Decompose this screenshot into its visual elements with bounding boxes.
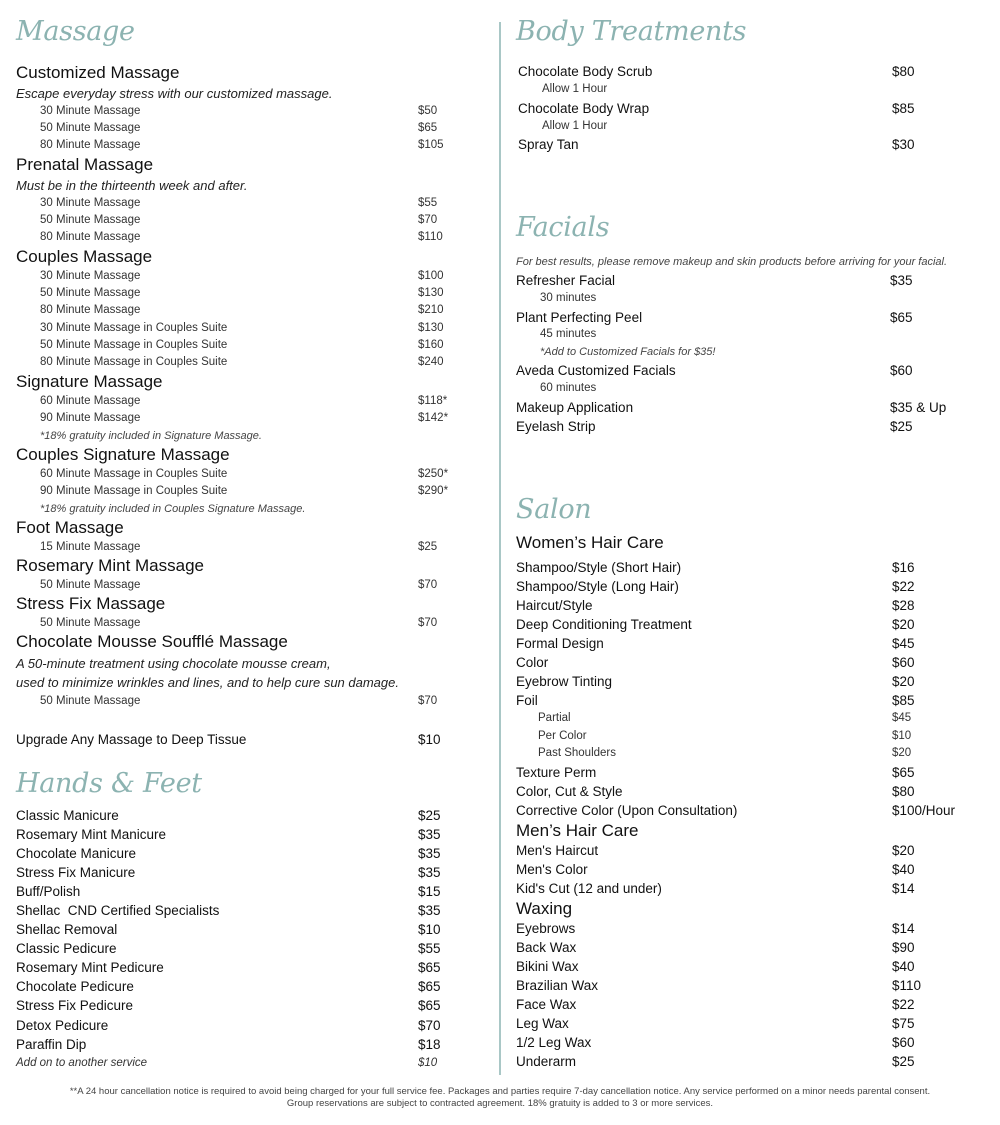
prenatal-massage-title: Prenatal Massage (16, 155, 154, 174)
prenatal-massage-desc: Must be in the thirteenth week and after. (16, 178, 248, 193)
column-divider (499, 22, 501, 1075)
chocolate-mousse-massage-title: Chocolate Mousse Soufflé Massage (16, 632, 288, 651)
massage-heading: Massage (16, 16, 135, 47)
rosemary-mint-massage-title: Rosemary Mint Massage (16, 556, 205, 575)
signature-gratuity-note: *18% gratuity included in Signature Massage. (40, 430, 262, 442)
facials-heading: Facials (516, 212, 610, 243)
signature-massage-title: Signature Massage (16, 372, 163, 391)
chocolate-mousse-desc-2: used to minimize wrinkles and lines, and to help cure sun damage. (16, 675, 399, 690)
waxing-title: Waxing (516, 899, 573, 918)
chocolate-mousse-desc-1: A 50-minute treatment using chocolate mousse cream, (16, 656, 331, 671)
customized-massage-desc: Escape everyday stress with our customized massage. (16, 86, 333, 101)
footer-line-2: Group reservations are subject to contracted agreement. 18% gratuity is added to 3 or more services. (286, 1098, 714, 1109)
salon-heading: Salon (516, 494, 592, 525)
foot-massage-title: Foot Massage (16, 518, 124, 537)
footer-disclaimer (0, 1086, 1000, 1110)
couples-signature-massage-title: Couples Signature Massage (16, 445, 230, 464)
couples-signature-gratuity-note: *18% gratuity included in Couples Signature Massage. (40, 503, 306, 515)
hands-feet-heading: Hands & Feet (16, 768, 202, 799)
stress-fix-massage-title: Stress Fix Massage (16, 594, 166, 613)
couples-massage-title: Couples Massage (16, 247, 153, 266)
customized-massage-title: Customized Massage (16, 63, 180, 82)
peel-addon-note: *Add to Customized Facials for $35! (540, 346, 716, 358)
body-treatments-heading: Body Treatments (516, 16, 747, 47)
womens-hair-care-title: Women’s Hair Care (516, 533, 664, 552)
footer-line-1: **A 24 hour cancellation notice is required to avoid being charged for your full service fee. Packages and parties require 7-day cancellation notice. Any service performed on a minor needs parental consent. (69, 1086, 931, 1097)
mens-hair-care-title: Men’s Hair Care (516, 821, 639, 840)
facials-desc: For best results, please remove makeup and skin products before arriving for your facial. (516, 256, 948, 268)
